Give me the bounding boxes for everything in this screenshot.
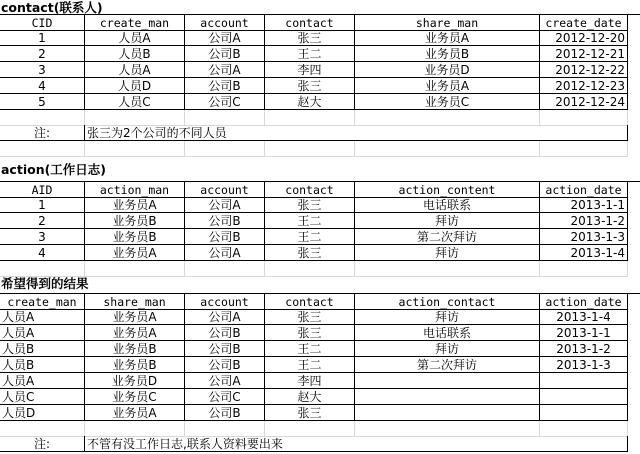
result-cell[interactable]: 王二 bbox=[265, 357, 355, 373]
contact-cell[interactable]: 5 bbox=[0, 94, 85, 110]
empty-cell[interactable] bbox=[540, 261, 628, 277]
result-cell[interactable] bbox=[355, 373, 540, 389]
contact-cell[interactable]: 人员C bbox=[85, 94, 185, 110]
contact-cell[interactable]: 人员B bbox=[85, 46, 185, 62]
action-title: action(工作日志) bbox=[1, 162, 107, 177]
result-cell[interactable]: 王二 bbox=[265, 341, 355, 357]
empty-cell[interactable] bbox=[85, 421, 185, 437]
action-cell[interactable]: 2013-1-2 bbox=[540, 213, 628, 229]
result-blank-row bbox=[0, 421, 640, 437]
result-header-create-man[interactable]: create_man bbox=[0, 294, 85, 310]
action-cell[interactable]: 业务员B bbox=[85, 213, 185, 229]
contact-blank-row bbox=[0, 110, 640, 126]
result-cell[interactable] bbox=[355, 405, 540, 421]
contact-cell[interactable]: 公司A bbox=[185, 62, 265, 78]
contact-cell[interactable]: 2 bbox=[0, 46, 85, 62]
contact-cell[interactable]: 业务员D bbox=[355, 62, 540, 78]
action-title-row bbox=[0, 162, 640, 178]
contact-cell[interactable]: 2012-12-21 bbox=[540, 46, 628, 62]
action-cell[interactable]: 3 bbox=[0, 229, 85, 245]
result-cell[interactable]: 赵大 bbox=[265, 389, 355, 405]
contact-row bbox=[0, 94, 640, 110]
result-row bbox=[0, 373, 640, 389]
action-cell[interactable]: 公司B bbox=[185, 213, 265, 229]
spacer-row-1 bbox=[0, 141, 640, 157]
contact-cell[interactable]: 业务员A bbox=[355, 78, 540, 94]
contact-cell[interactable]: 人员A bbox=[85, 62, 185, 78]
contact-cell[interactable]: 2012-12-22 bbox=[540, 62, 628, 78]
contact-note-label[interactable]: 注: bbox=[0, 125, 85, 141]
result-cell[interactable]: 业务员A bbox=[85, 325, 185, 341]
contact-note-text[interactable]: 张三为2个公司的不同人员 bbox=[85, 125, 628, 141]
result-cell[interactable]: 业务员C bbox=[85, 389, 185, 405]
empty-cell[interactable] bbox=[185, 110, 265, 126]
result-cell[interactable]: 业务员A bbox=[85, 405, 185, 421]
result-cell[interactable] bbox=[540, 389, 628, 405]
result-row bbox=[0, 341, 640, 357]
empty-cell[interactable] bbox=[185, 141, 265, 157]
result-title: 希望得到的结果 bbox=[1, 276, 89, 291]
result-header-action-contact[interactable]: action_contact bbox=[355, 294, 540, 310]
action-cell[interactable]: 2013-1-4 bbox=[540, 245, 628, 261]
empty-cell[interactable] bbox=[185, 421, 265, 437]
result-cell[interactable]: 人员A bbox=[0, 309, 85, 325]
empty-cell[interactable] bbox=[355, 421, 540, 437]
result-cell[interactable]: 拜访 bbox=[355, 309, 540, 325]
result-cell[interactable]: 2013-1-1 bbox=[540, 325, 628, 341]
empty-cell[interactable] bbox=[265, 110, 355, 126]
result-cell[interactable]: 李四 bbox=[265, 373, 355, 389]
empty-cell[interactable] bbox=[540, 110, 628, 126]
result-cell[interactable]: 人员A bbox=[0, 373, 85, 389]
action-header-row bbox=[0, 181, 640, 198]
contact-cell[interactable]: 张三 bbox=[265, 30, 355, 46]
result-cell[interactable]: 张三 bbox=[265, 405, 355, 421]
contact-cell[interactable]: 公司C bbox=[185, 94, 265, 110]
result-cell[interactable] bbox=[540, 373, 628, 389]
contact-row bbox=[0, 46, 640, 62]
empty-cell[interactable] bbox=[85, 141, 185, 157]
result-cell[interactable]: 人员B bbox=[0, 341, 85, 357]
action-row bbox=[0, 197, 640, 213]
contact-cell[interactable]: 人员A bbox=[85, 30, 185, 46]
contact-cell[interactable]: 公司A bbox=[185, 30, 265, 46]
contact-cell[interactable]: 人员D bbox=[85, 78, 185, 94]
result-cell[interactable] bbox=[540, 405, 628, 421]
action-cell[interactable]: 拜访 bbox=[355, 245, 540, 261]
action-cell[interactable]: 2 bbox=[0, 213, 85, 229]
action-header-contact[interactable]: contact bbox=[265, 182, 355, 198]
action-header-account[interactable]: account bbox=[185, 182, 265, 198]
empty-cell[interactable] bbox=[185, 261, 265, 277]
result-cell[interactable]: 业务员D bbox=[85, 373, 185, 389]
contact-cell[interactable]: 2012-12-20 bbox=[540, 30, 628, 46]
result-cell[interactable] bbox=[355, 389, 540, 405]
contact-header-share-man[interactable]: share_man bbox=[355, 15, 540, 31]
result-note-row bbox=[0, 436, 640, 452]
result-cell[interactable]: 第二次拜访 bbox=[355, 357, 540, 373]
contact-cell[interactable]: 公司B bbox=[185, 78, 265, 94]
contact-title: contact(联系人) bbox=[1, 0, 103, 15]
action-cell[interactable]: 1 bbox=[0, 197, 85, 213]
action-cell[interactable]: 王二 bbox=[265, 229, 355, 245]
contact-header-create-man[interactable]: create_man bbox=[85, 15, 185, 31]
empty-cell[interactable] bbox=[355, 141, 540, 157]
result-cell[interactable]: 公司B bbox=[185, 405, 265, 421]
empty-cell[interactable] bbox=[0, 261, 85, 277]
action-header-action-content[interactable]: action_content bbox=[355, 182, 540, 198]
action-cell[interactable]: 业务员B bbox=[85, 229, 185, 245]
action-row bbox=[0, 213, 640, 229]
contact-cell[interactable]: 王二 bbox=[265, 46, 355, 62]
result-cell[interactable]: 张三 bbox=[265, 325, 355, 341]
result-cell[interactable]: 公司B bbox=[185, 341, 265, 357]
action-cell[interactable]: 电话联系 bbox=[355, 197, 540, 213]
action-row bbox=[0, 245, 640, 261]
action-cell[interactable]: 公司A bbox=[185, 197, 265, 213]
result-cell[interactable]: 2013-1-3 bbox=[540, 357, 628, 373]
result-cell[interactable]: 人员B bbox=[0, 357, 85, 373]
contact-row bbox=[0, 78, 640, 94]
result-header-account[interactable]: account bbox=[185, 294, 265, 310]
contact-header-contact[interactable]: contact bbox=[265, 15, 355, 31]
empty-cell[interactable] bbox=[265, 141, 355, 157]
contact-cell[interactable]: 业务员A bbox=[355, 30, 540, 46]
contact-cell[interactable]: 赵大 bbox=[265, 94, 355, 110]
action-cell[interactable]: 业务员A bbox=[85, 197, 185, 213]
result-cell[interactable]: 业务员B bbox=[85, 357, 185, 373]
result-row bbox=[0, 309, 640, 325]
action-cell[interactable]: 张三 bbox=[265, 245, 355, 261]
contact-header-account[interactable]: account bbox=[185, 15, 265, 31]
empty-cell[interactable] bbox=[355, 110, 540, 126]
action-cell[interactable]: 第二次拜访 bbox=[355, 229, 540, 245]
empty-cell[interactable] bbox=[85, 110, 185, 126]
contact-cell[interactable]: 1 bbox=[0, 30, 85, 46]
action-cell[interactable]: 4 bbox=[0, 245, 85, 261]
result-cell[interactable]: 2013-1-4 bbox=[540, 309, 628, 325]
action-header-action-date[interactable]: action_date bbox=[540, 182, 628, 198]
contact-cell[interactable]: 2012-12-24 bbox=[540, 94, 628, 110]
empty-cell[interactable] bbox=[265, 421, 355, 437]
result-cell[interactable]: 公司B bbox=[185, 357, 265, 373]
result-cell[interactable]: 拜访 bbox=[355, 341, 540, 357]
result-cell[interactable]: 人员A bbox=[0, 325, 85, 341]
action-cell[interactable]: 2013-1-1 bbox=[540, 197, 628, 213]
contact-cell[interactable]: 张三 bbox=[265, 78, 355, 94]
contact-header-CID[interactable]: CID bbox=[0, 15, 85, 31]
action-cell[interactable]: 2013-1-3 bbox=[540, 229, 628, 245]
contact-row bbox=[0, 30, 640, 46]
result-note-label[interactable]: 注: bbox=[0, 436, 85, 452]
action-cell[interactable]: 拜访 bbox=[355, 213, 540, 229]
result-cell[interactable]: 公司A bbox=[185, 309, 265, 325]
result-cell[interactable]: 公司B bbox=[185, 325, 265, 341]
contact-cell[interactable]: 业务员C bbox=[355, 94, 540, 110]
empty-cell[interactable] bbox=[0, 421, 85, 437]
action-header-AID[interactable]: AID bbox=[0, 182, 85, 198]
empty-cell[interactable] bbox=[85, 261, 185, 277]
result-cell[interactable]: 业务员B bbox=[85, 341, 185, 357]
contact-cell[interactable]: 公司B bbox=[185, 46, 265, 62]
contact-header-create-date[interactable]: create_date bbox=[540, 15, 628, 31]
result-header-share-man[interactable]: share_man bbox=[85, 294, 185, 310]
result-row bbox=[0, 389, 640, 405]
empty-cell[interactable] bbox=[540, 141, 628, 157]
empty-cell[interactable] bbox=[0, 110, 85, 126]
result-note-text[interactable]: 不管有没工作日志,联系人资料要出来 bbox=[85, 436, 628, 452]
result-row bbox=[0, 325, 640, 341]
action-cell[interactable]: 业务员A bbox=[85, 245, 185, 261]
result-row bbox=[0, 357, 640, 373]
contact-cell[interactable]: 业务员B bbox=[355, 46, 540, 62]
action-cell[interactable]: 王二 bbox=[265, 213, 355, 229]
empty-cell[interactable] bbox=[540, 421, 628, 437]
result-cell[interactable]: 人员D bbox=[0, 405, 85, 421]
contact-cell[interactable]: 2012-12-23 bbox=[540, 78, 628, 94]
empty-cell[interactable] bbox=[0, 141, 85, 157]
result-cell[interactable]: 业务员A bbox=[85, 309, 185, 325]
result-title-row bbox=[0, 276, 640, 292]
contact-cell[interactable]: 4 bbox=[0, 78, 85, 94]
result-cell[interactable]: 电话联系 bbox=[355, 325, 540, 341]
contact-row bbox=[0, 62, 640, 78]
contact-note-row bbox=[0, 125, 640, 141]
result-cell[interactable]: 公司A bbox=[185, 373, 265, 389]
action-cell[interactable]: 公司A bbox=[185, 245, 265, 261]
action-row bbox=[0, 229, 640, 245]
action-cell[interactable]: 公司B bbox=[185, 229, 265, 245]
contact-cell[interactable]: 李四 bbox=[265, 62, 355, 78]
result-row bbox=[0, 405, 640, 421]
result-header-action-date[interactable]: action_date bbox=[540, 294, 628, 310]
empty-cell[interactable] bbox=[265, 261, 355, 277]
result-header-row bbox=[0, 293, 640, 310]
result-header-contact[interactable]: contact bbox=[265, 294, 355, 310]
spacer-row-2 bbox=[0, 261, 640, 277]
empty-cell[interactable] bbox=[355, 261, 540, 277]
action-header-action-man[interactable]: action_man bbox=[85, 182, 185, 198]
result-cell[interactable]: 2013-1-2 bbox=[540, 341, 628, 357]
result-cell[interactable]: 公司C bbox=[185, 389, 265, 405]
contact-cell[interactable]: 3 bbox=[0, 62, 85, 78]
result-cell[interactable]: 人员C bbox=[0, 389, 85, 405]
result-cell[interactable]: 张三 bbox=[265, 309, 355, 325]
action-cell[interactable]: 张三 bbox=[265, 197, 355, 213]
contact-header-row bbox=[0, 14, 640, 31]
